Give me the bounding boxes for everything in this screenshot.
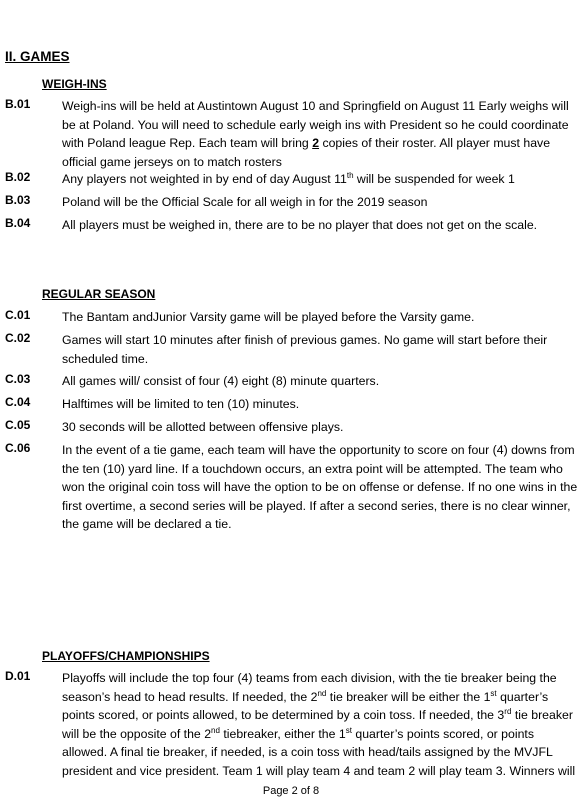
rule-text: 30 seconds will be allotted between offensive plays. <box>62 420 344 434</box>
playoffs-heading: PLAYOFFS/CHAMPIONSHIPS <box>42 649 210 663</box>
regular-season-heading: REGULAR SEASON <box>42 287 156 301</box>
section-title: II. GAMES <box>5 49 70 64</box>
rule-number: C.03 <box>5 372 31 386</box>
rule-text: Poland will be the Official Scale for all weigh in for the 2019 season <box>62 195 428 209</box>
rule-number: D.01 <box>5 669 31 683</box>
rule-text: Games will start 10 minutes after finish of previous games. No game will start before their scheduled time. <box>62 333 548 366</box>
rule-text: The Bantam andJunior Varsity game will be played before the Varsity game. <box>62 310 475 324</box>
rule-text: In the event of a tie game, each team will have the opportunity to score on four (4) downs from the ten (10) yard line. If a touchdown occurs, an extra point will be attempted. The team who won the original coin toss will have the option to be on offense or defense. If no one wins in the first overtime, a second series will be played. If after a second series, there is no clear winner, the game will be declared a tie. <box>62 443 578 531</box>
weighins-heading: WEIGH-INS <box>42 77 107 91</box>
rule-number: B.02 <box>5 170 31 184</box>
rule-text: All players must be weighed in, there are to be no player that does not get on the scale. <box>62 218 538 232</box>
page-number: Page 2 of 8 <box>262 785 320 797</box>
rule-number: C.02 <box>5 331 31 345</box>
rule-number: C.01 <box>5 308 31 322</box>
rule-number: C.04 <box>5 395 31 409</box>
rule-number: B.03 <box>5 193 31 207</box>
rule-number: B.01 <box>5 97 31 111</box>
rule-number: B.04 <box>5 216 31 230</box>
rule-text: Playoffs will include the top four (4) teams from each division, with the tie breaker being the season’s head to head results. If needed, the 2nd tie breaker will be either the 1st quarter’s points scored, or points allowed, to be determined by a coin toss. If needed, the 3rd tie breaker will be the opposite of the 2nd tiebreaker, either the 1st quarter’s points scored, or points allowed. A final tie breaker, if needed, is a coin toss with head/tails assigned by the MVJFL president and vice president. Team 1 will play team 4 and team 2 will play team 3. Winners will <box>62 671 576 778</box>
rule-text: Any players not weighted in by end of day August 11th will be suspended for week 1 <box>62 170 515 186</box>
rule-number: C.05 <box>5 418 31 432</box>
rule-text: All games will/ consist of four (4) eight (8) minute quarters. <box>62 374 380 388</box>
rule-text: Weigh-ins will be held at Austintown August 10 and Springfield on August 11 Early weighs will be at Poland. You will need to schedule early weigh ins with President so he could coordinate with Poland league Rep. Each team will bring 2 copies of their roster. All player must have official game jerseys on to match rosters <box>62 99 569 169</box>
rule-number: C.06 <box>5 441 31 455</box>
rule-text: Halftimes will be limited to ten (10) minutes. <box>62 397 300 411</box>
